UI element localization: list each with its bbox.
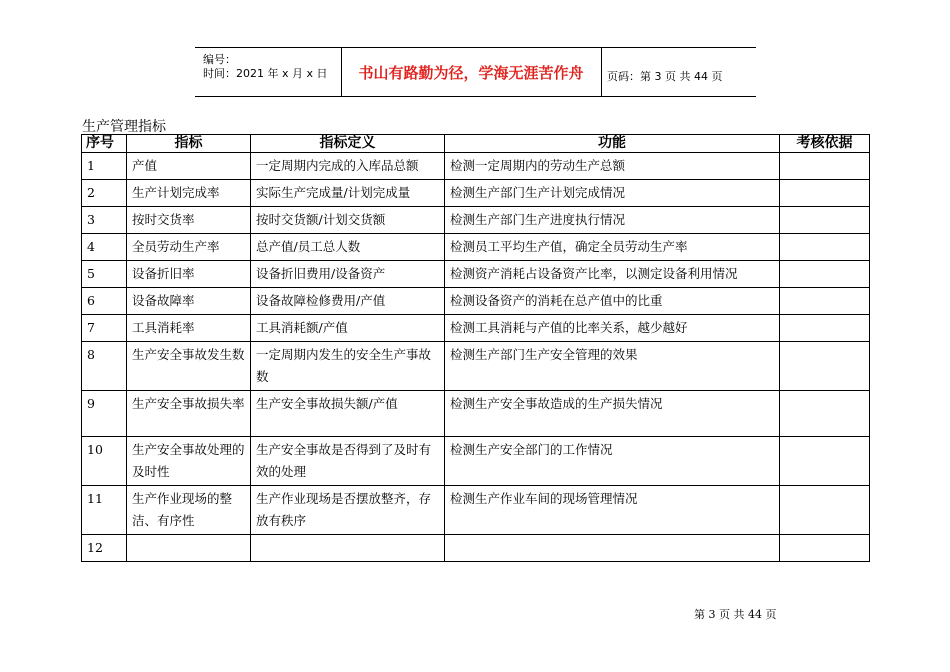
table-cell [127, 535, 251, 562]
table-row [82, 234, 870, 261]
table-cell: 检测生产部门生产进度执行情况 [445, 207, 780, 234]
header-cell: 指标 [127, 135, 251, 153]
table-cell: 一定周期内完成的入库品总额 [251, 153, 445, 180]
time-label: 时间：2021 年 x 月 x 日 [203, 67, 328, 80]
table-cell: 工具消耗率 [127, 315, 251, 342]
table-cell: 10 [82, 437, 127, 486]
table-row [82, 315, 870, 342]
table-cell [251, 535, 445, 562]
table-row [82, 342, 870, 391]
header-cell: 序号 [82, 135, 127, 153]
table-cell: 生产安全事故发生数 [127, 342, 251, 391]
table-cell: 检测设备资产的消耗在总产值中的比重 [445, 288, 780, 315]
table-cell: 检测生产安全部门的工作情况 [445, 437, 780, 486]
table-cell [780, 486, 870, 535]
table-cell: 设备故障检修费用/产值 [251, 288, 445, 315]
table-cell: 生产安全事故处理的及时性 [127, 437, 251, 486]
table-cell: 检测一定周期内的劳动生产总额 [445, 153, 780, 180]
table-cell [780, 234, 870, 261]
table-cell [780, 391, 870, 437]
header-cell: 指标定义 [251, 135, 445, 153]
table-cell: 5 [82, 261, 127, 288]
table-cell: 检测生产安全事故造成的生产损失情况 [445, 391, 780, 437]
table-row [82, 288, 870, 315]
table-row [82, 261, 870, 288]
table-cell: 按时交货率 [127, 207, 251, 234]
table-row [82, 207, 870, 234]
table-cell [780, 342, 870, 391]
table-cell: 12 [82, 535, 127, 562]
table-cell: 检测生产部门生产计划完成情况 [445, 180, 780, 207]
table-header-row [82, 135, 870, 153]
header-cell: 考核依据 [780, 135, 870, 153]
table-cell: 生产安全事故损失率 [127, 391, 251, 437]
table-cell: 设备折旧费用/设备资产 [251, 261, 445, 288]
section-title: 生产管理指标 [82, 119, 166, 135]
table-row [82, 153, 870, 180]
table-cell [780, 261, 870, 288]
table-cell: 9 [82, 391, 127, 437]
page-header [195, 47, 756, 97]
table-cell: 检测员工平均生产值，确定全员劳动生产率 [445, 234, 780, 261]
table-cell: 按时交货额/计划交货额 [251, 207, 445, 234]
table-cell: 4 [82, 234, 127, 261]
table-cell: 7 [82, 315, 127, 342]
table-cell [780, 288, 870, 315]
table-cell: 检测生产部门生产安全管理的效果 [445, 342, 780, 391]
table-cell: 生产计划完成率 [127, 180, 251, 207]
page-footer: 第 3 页 共 44 页 [694, 608, 777, 621]
table-cell [780, 153, 870, 180]
table-cell: 2 [82, 180, 127, 207]
header-motto: 书山有路勤为径，学海无涯苦作舟 [358, 63, 584, 82]
table-row [82, 391, 870, 437]
header-divider [601, 48, 602, 96]
header-cell: 功能 [445, 135, 780, 153]
table-row [82, 535, 870, 562]
table-cell: 8 [82, 342, 127, 391]
table-cell [780, 207, 870, 234]
table-cell: 一定周期内发生的安全生产事故数 [251, 342, 445, 391]
table-cell [780, 180, 870, 207]
table-cell: 11 [82, 486, 127, 535]
table-cell: 工具消耗额/产值 [251, 315, 445, 342]
table-cell [445, 535, 780, 562]
table-cell: 设备故障率 [127, 288, 251, 315]
table-cell: 实际生产完成量/计划完成量 [251, 180, 445, 207]
page-info: 页码：第 3 页 共 44 页 [607, 70, 723, 83]
production-kpi-table [81, 134, 870, 562]
table-cell: 生产作业现场的整洁、有序性 [127, 486, 251, 535]
table-cell [780, 535, 870, 562]
table-cell [780, 437, 870, 486]
table-cell: 检测生产作业车间的现场管理情况 [445, 486, 780, 535]
table-row [82, 180, 870, 207]
table-row [82, 437, 870, 486]
table-cell: 检测资产消耗占设备资产比率，以测定设备利用情况 [445, 261, 780, 288]
table-row [82, 486, 870, 535]
table-cell: 设备折旧率 [127, 261, 251, 288]
table-cell: 产值 [127, 153, 251, 180]
table-cell: 检测工具消耗与产值的比率关系，越少越好 [445, 315, 780, 342]
table-cell: 生产安全事故损失额/产值 [251, 391, 445, 437]
table-cell [780, 315, 870, 342]
table-cell: 生产作业现场是否摆放整齐，存放有秩序 [251, 486, 445, 535]
number-label: 编号： [203, 53, 236, 66]
table-cell: 6 [82, 288, 127, 315]
table-cell: 生产安全事故是否得到了及时有效的处理 [251, 437, 445, 486]
table-cell: 1 [82, 153, 127, 180]
table-cell: 总产值/员工总人数 [251, 234, 445, 261]
table-cell: 3 [82, 207, 127, 234]
header-meta [195, 48, 341, 96]
table-cell: 全员劳动生产率 [127, 234, 251, 261]
